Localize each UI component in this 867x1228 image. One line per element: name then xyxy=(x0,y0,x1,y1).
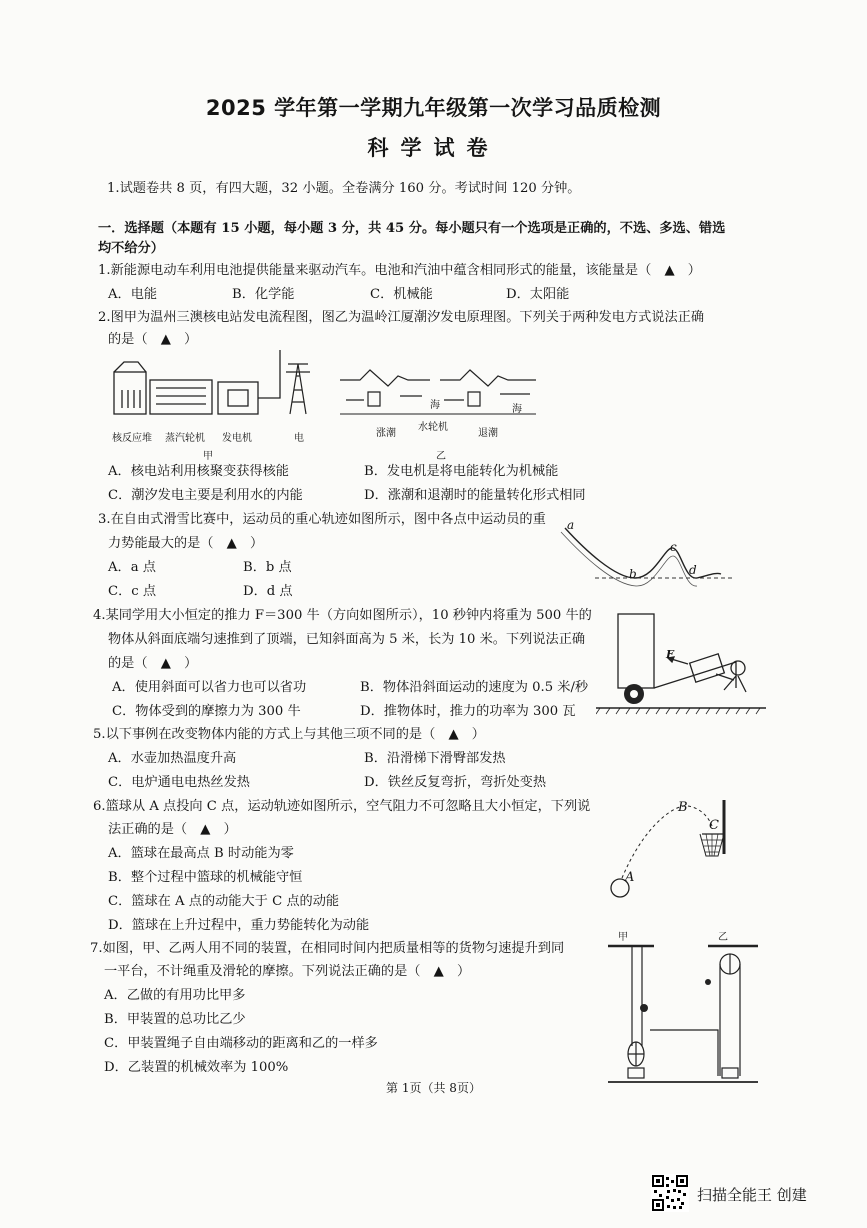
label-sea-2: 海 xyxy=(512,404,522,415)
question-4-cont-1: 物体从斜面底端匀速推到了顶端，已知斜面高为 5 米，长为 10 米。下列说法正确 xyxy=(108,632,586,647)
q6-option-b: B．整个过程中篮球的机械能守恒 xyxy=(108,870,303,885)
q2-option-b: B．发电机是将电能转化为机械能 xyxy=(364,464,559,479)
q2-option-d: D．涨潮和退潮时的能量转化形式相同 xyxy=(364,488,586,503)
q3-option-b: B．b 点 xyxy=(243,560,292,575)
point-A: A xyxy=(625,870,635,885)
page-number: 第 1页（共 8页） xyxy=(386,1081,481,1095)
label-rising-tide: 涨潮 xyxy=(376,428,396,439)
q3-option-d: D．d 点 xyxy=(243,584,293,599)
point-B: B xyxy=(678,800,688,815)
label-ebb-tide: 退潮 xyxy=(478,428,498,439)
point-b: b xyxy=(629,567,637,581)
question-3-cont: 力势能最大的是（ ▲ ） xyxy=(108,536,264,551)
point-C: C xyxy=(709,818,719,833)
label-electric: 电 xyxy=(294,433,304,444)
label-generator: 发电机 xyxy=(222,433,252,444)
q3-option-c: C．c 点 xyxy=(108,584,157,599)
point-d: d xyxy=(689,563,697,577)
point-c: c xyxy=(670,540,677,554)
label-jia: 甲 xyxy=(203,451,213,462)
question-6-cont: 法正确的是（ ▲ ） xyxy=(108,822,237,837)
question-2-cont: 的是（ ▲ ） xyxy=(108,332,198,347)
question-6: 6.篮球从 A 点投向 C 点，运动轨迹如图所示，空气阻力不可忽略且大小恒定，下列说 xyxy=(93,799,591,814)
q4-option-c: C．物体受到的摩擦力为 300 牛 xyxy=(112,704,301,719)
question-4: 4.某同学用大小恒定的推力 F＝300 牛（方向如图所示），10 秒钟内将重为 500 牛的 xyxy=(93,608,592,623)
q4-option-a: A．使用斜面可以省力也可以省功 xyxy=(112,680,307,695)
incline-push-diagram xyxy=(596,610,766,720)
q4-option-d: D．推物体时，推力的功率为 300 瓦 xyxy=(360,704,576,719)
q7-option-a: A．乙做的有用功比甲多 xyxy=(104,988,246,1003)
exam-notice: 1.试题卷共 8 页，有四大题，32 小题。全卷满分 160 分。考试时间 120 分钟。 xyxy=(107,181,581,196)
q1-option-d: D．太阳能 xyxy=(506,287,570,302)
question-3: 3.在自由式滑雪比赛中，运动员的重心轨迹如图所示，图中各点中运动员的重 xyxy=(98,512,546,527)
label-sea-1: 海 xyxy=(430,400,440,411)
scanner-watermark: 扫描全能王 创建 xyxy=(697,1186,807,1204)
label-reactor: 核反应堆 xyxy=(112,433,152,444)
question-7: 7.如图，甲、乙两人用不同的装置，在相同时间内把质量相等的货物匀速提升到同 xyxy=(90,941,565,956)
tidal-power-diagram xyxy=(340,366,540,424)
exam-subtitle: 科学试卷 xyxy=(367,136,500,160)
q5-option-d: D．铁丝反复弯折，弯折处变热 xyxy=(364,775,547,790)
question-4-cont-2: 的是（ ▲ ） xyxy=(108,656,198,671)
question-2: 2.图甲为温州三澳核电站发电流程图，图乙为温岭江厦潮汐发电原理图。下列关于两种发电方式说法正确 xyxy=(98,310,705,325)
q2-option-c: C．潮汐发电主要是利用水的内能 xyxy=(108,488,303,503)
q6-option-a: A．篮球在最高点 B 时动能为零 xyxy=(108,846,294,861)
question-1: 1.新能源电动车利用电池提供能量来驱动汽车。电池和汽油中蕴含相同形式的能量，该能量是（ ▲ ） xyxy=(98,263,701,278)
q3-option-a: A．a 点 xyxy=(108,560,156,575)
q6-option-c: C．篮球在 A 点的动能大于 C 点的动能 xyxy=(108,894,340,909)
label-yi: 乙 xyxy=(436,451,446,462)
nuclear-plant-diagram xyxy=(110,350,330,425)
label-yi-pulley: 乙 xyxy=(718,932,728,943)
q1-option-b: B．化学能 xyxy=(232,287,295,302)
q1-option-a: A．电能 xyxy=(108,287,158,302)
q7-option-d: D．乙装置的机械效率为 100% xyxy=(104,1060,289,1075)
label-turbine: 蒸汽轮机 xyxy=(165,433,205,444)
q1-option-c: C．机械能 xyxy=(370,287,433,302)
q7-option-c: C．甲装置绳子自由端移动的距离和乙的一样多 xyxy=(104,1036,378,1051)
q5-option-c: C．电炉通电电热丝发热 xyxy=(108,775,250,790)
basketball-trajectory-diagram xyxy=(604,796,739,906)
q5-option-b: B．沿滑梯下滑臀部发热 xyxy=(364,751,506,766)
ski-trajectory-diagram xyxy=(555,520,745,600)
label-jia-pulley: 甲 xyxy=(618,932,628,943)
pulley-systems-diagram xyxy=(608,936,758,1086)
q5-option-a: A．水壶加热温度升高 xyxy=(108,751,237,766)
q2-option-a: A．核电站利用核聚变获得核能 xyxy=(108,464,289,479)
section-heading: 一．选择题（本题有 15 小题，每小题 3 分，共 45 分。每小题只有一个选项是正确的，不选、多选、错选 xyxy=(98,221,726,236)
question-5: 5.以下事例在改变物体内能的方式上与其他三项不同的是（ ▲ ） xyxy=(93,727,485,742)
q7-option-b: B．甲装置的总功比乙少 xyxy=(104,1012,246,1027)
qr-code-icon xyxy=(651,1174,689,1212)
q6-option-d: D．篮球在上升过程中，重力势能转化为动能 xyxy=(108,918,370,933)
q4-option-b: B．物体沿斜面运动的速度为 0.5 米/秒 xyxy=(360,680,589,695)
section-heading-cont: 均不给分） xyxy=(98,241,164,256)
question-7-cont: 一平台，不计绳重及滑轮的摩擦。下列说法正确的是（ ▲ ） xyxy=(104,964,471,979)
label-waterwheel: 水轮机 xyxy=(418,422,448,433)
force-label: F xyxy=(666,648,674,661)
exam-title: 2025 学年第一学期九年级第一次学习品质检测 xyxy=(205,96,662,120)
point-a: a xyxy=(567,518,575,532)
